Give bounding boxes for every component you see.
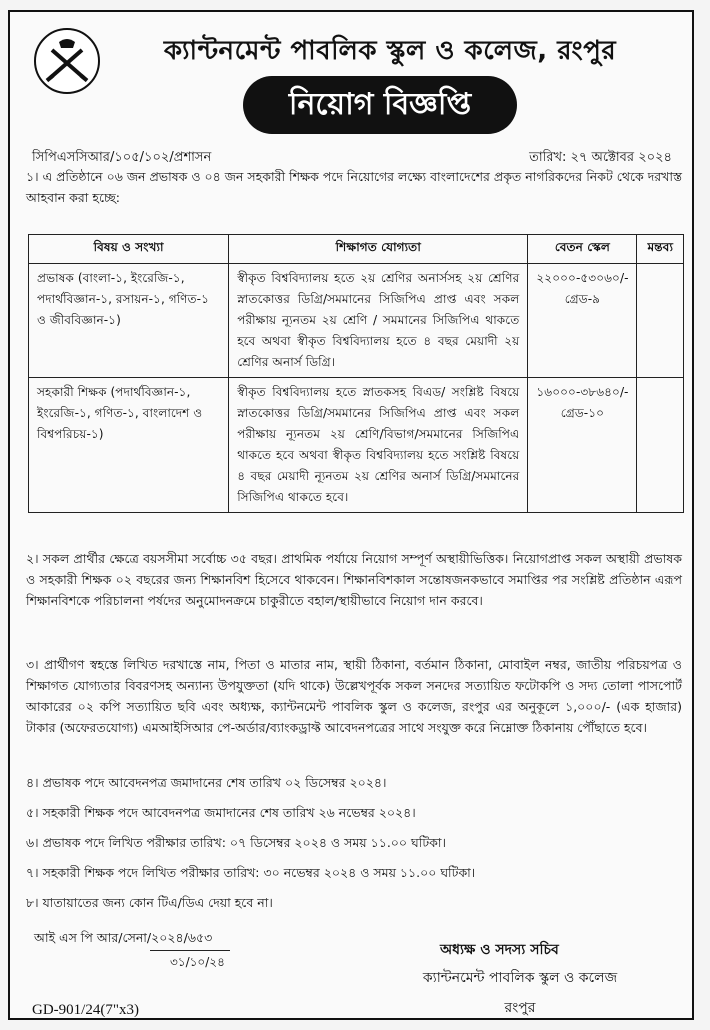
- clause-number: ৮।: [26, 895, 39, 910]
- isp-divider: [150, 950, 230, 951]
- clause-7: [26, 862, 682, 883]
- pay-scale-range: ১৬০০০-৩৮৬৪০/-: [536, 385, 629, 399]
- clause-number: ৬।: [26, 835, 39, 850]
- table-row: [29, 378, 684, 513]
- notice-date: তারিখ: ২৭ অক্টোবর ২০২৪: [529, 150, 672, 165]
- qualification-cell: স্বীকৃত বিশ্ববিদ্যালয় হতে ২য় শ্রেণির অনার্সসহ ২য় শ্রেণির স্নাতকোত্তর ডিগ্রি/সমমানের সিজিপিএ প্রাপ্ত এবং সকল পরীক্ষায় ন্যূনতম ২য় শ্রেণি / সমমানের সিজিপিএ থাকতে হবে অথবা স্বীকৃত বিশ্ববিদ্যালয় হতে ৪ বছর মেয়াদী ২য় শ্রেণির অনার্স ডিগ্রি।: [229, 264, 528, 378]
- clause-number: ১।: [26, 169, 39, 184]
- remarks-cell: [637, 378, 684, 513]
- gd-code: GD-901/24(7"x3): [32, 1002, 139, 1018]
- clause-4: [26, 772, 682, 793]
- table-row: [29, 264, 684, 378]
- signatory-city: রংপুর: [504, 1000, 536, 1016]
- clause-number: ৭।: [26, 865, 39, 880]
- signatory-school: ক্যান্টনমেন্ট পাবলিক স্কুল ও কলেজ: [422, 970, 618, 986]
- column-header-remarks: মন্তব্য: [637, 235, 684, 264]
- pay-scale-cell: [528, 378, 637, 513]
- clause-text: এ প্রতিষ্ঠানে ০৬ জন প্রভাষক ও ০৪ জন সহকারী শিক্ষক পদে নিয়োগের লক্ষ্যে বাংলাদেশের প্রকৃত নাগরিকদের নিকট থেকে দরখাস্ত আহবান করা হচ্ছে:: [26, 169, 682, 205]
- notice-title-banner: নিয়োগ বিজ্ঞপ্তি: [243, 76, 517, 134]
- column-header-subject: বিষয় ও সংখ্যা: [29, 235, 229, 264]
- pay-grade: গ্রেড-৯: [564, 292, 601, 306]
- clause-5: [26, 802, 682, 823]
- clause-number: ৪।: [26, 775, 39, 790]
- signatory-title: অধ্যক্ষ ও সদস্য সচিব: [440, 942, 559, 958]
- isp-reference: আই এস পি আর/সেনা/২০২৪/৬৫৩: [34, 930, 213, 945]
- subject-cell: সহকারী শিক্ষক (পদার্থবিজ্ঞান-১, ইংরেজি-১, গণিত-১, বাংলাদেশ ও বিশ্বপরিচয়-১): [29, 378, 229, 513]
- clause-6: [26, 832, 682, 853]
- clause-text: যাতায়াতের জন্য কোন টিএ/ডিএ দেয়া হবে না।: [42, 895, 273, 910]
- pay-scale-range: ২২০০০-৫৩০৬০/-: [536, 271, 629, 285]
- clause-number: ২।: [26, 551, 39, 566]
- clause-text: সকল প্রার্থীর ক্ষেত্রে বয়সসীমা সর্বোচ্চ ৩৫ বছর। প্রাথমিক পর্যায়ে নিয়োগ সম্পূর্ণ অস্থায়ীভিত্তিক। নিয়োগপ্রাপ্ত সকল অস্থায়ী প্রভাষক ও সহকারী শিক্ষক ০২ বছরের জন্য শিক্ষানবিশ হিসেবে থাকবেন। শিক্ষানবিশকাল সন্তোষজনকভাবে সমাপ্তির পর সংশ্লিষ্ট প্রতিষ্ঠান এরূপ শিক্ষানবিশকে পরিচালনা পর্ষদের অনুমোদনক্রমে চাকুরীতে বহাল/স্থায়ীভাবে নিয়োগ দান করবে।: [26, 551, 682, 608]
- clause-text: প্রভাষক পদে আবেদনপত্র জমাদানের শেষ তারিখ ০২ ডিসেম্বর ২০২৪।: [42, 775, 387, 790]
- clause-8: [26, 892, 682, 913]
- intro-paragraph: [26, 166, 682, 208]
- subject-cell: প্রভাষক (বাংলা-১, ইংরেজি-১, পদার্থবিজ্ঞান-১, রসায়ন-১, গণিত-১ ও জীববিজ্ঞান-১): [29, 264, 229, 378]
- table-header-row: [29, 235, 684, 264]
- qualification-cell: স্বীকৃত বিশ্ববিদ্যালয় হতে স্নাতকসহ বিএড/ সংশ্লিষ্ট বিষয়ে স্নাতকোত্তর ডিগ্রি/সমমানের সিজিপিএ প্রাপ্ত এবং সকল পরীক্ষায় ন্যূনতম ২য় শ্রেণি/বিভাগ/সমমানের সিজিপিএ থাকতে হবে অথবা স্বীকৃত বিশ্ববিদ্যালয় হতে সংশ্লিষ্ট বিষয়ে ৪ বছর মেয়াদী ন্যূনতম ২য় শ্রেণির অনার্স ডিগ্রি/সমমানের সিজিপিএ থাকতে হবে।: [229, 378, 528, 513]
- clause-text: সহকারী শিক্ষক পদে লিখিত পরীক্ষার তারিখ: ৩০ নভেম্বর ২০২৪ ও সময় ১১.০০ ঘটিকা।: [42, 865, 476, 880]
- posts-table: [28, 234, 684, 513]
- crossed-swords-emblem-icon: [32, 26, 102, 96]
- pay-scale-cell: [528, 264, 637, 378]
- clause-text: প্রার্থীগণ স্বহস্তে লিখিত দরখাস্তে নাম, পিতা ও মাতার নাম, স্থায়ী ঠিকানা, বর্তমান ঠিকানা, মোবাইল নম্বর, জাতীয় পরিচয়পত্র ও শিক্ষাগত যোগ্যতার বিবরণসহ অন্যান্য উপযুক্ততা (যদি থাকে) উল্লেখপূর্বক সকল সনদের সত্যায়িত ফটোকপি ও সদ্য তোলা পাসপোর্ট আকারের ০২ কপি সত্যায়িত ছবি এবং অধ্যক্ষ, ক্যান্টনমেন্ট পাবলিক স্কুল ও কলেজ, রংপুর এর অনুকূলে ১,০০০/- (এক হাজার) টাকার (অফেরতযোগ্য) এমআইসিআর পে-অর্ডার/ব্যাংকড্রাফ্ট আবেদনপত্রের সাথে সংযুক্ত করে নিম্নোক্ত ঠিকানায় পৌঁছাতে হবে।: [26, 657, 682, 735]
- clause-text: সহকারী শিক্ষক পদে আবেদনপত্র জমাদানের শেষ তারিখ ২৬ নভেম্বর ২০২৪।: [42, 805, 416, 820]
- clause-number: ৫।: [26, 805, 39, 820]
- clause-number: ৩।: [26, 657, 39, 672]
- clause-2: [26, 548, 682, 611]
- remarks-cell: [637, 264, 684, 378]
- column-header-qualification: শিক্ষাগত যোগ্যতা: [229, 235, 528, 264]
- pay-grade: গ্রেড-১০: [560, 406, 605, 420]
- clause-3: [26, 654, 682, 738]
- notice-frame: [8, 10, 694, 1020]
- reference-number: সিপিএসসিআর/১০৫/১০২/প্রশাসন: [32, 150, 212, 165]
- clause-text: প্রভাষক পদে লিখিত পরীক্ষার তারিখ: ০৭ ডিসেম্বর ২০২৪ ও সময় ১১.০০ ঘটিকা।: [42, 835, 446, 850]
- column-header-pay-scale: বেতন স্কেল: [528, 235, 637, 264]
- school-name-heading: ক্যান্টনমেন্ট পাবলিক স্কুল ও কলেজ, রংপুর: [163, 36, 617, 66]
- isp-date: ৩১/১০/২৪: [170, 955, 225, 969]
